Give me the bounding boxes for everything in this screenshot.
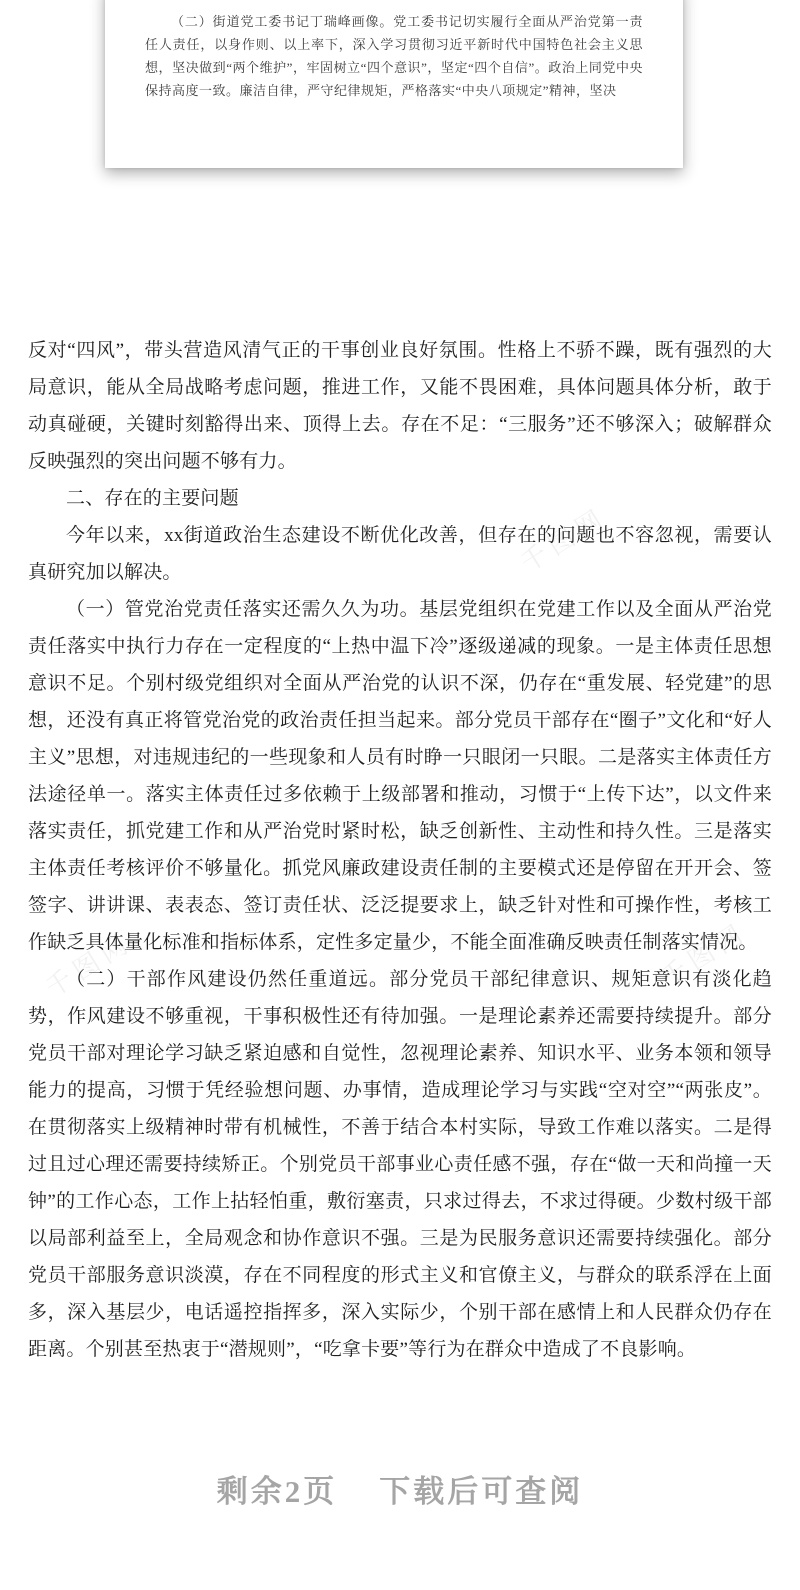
download-hint-label: 下载后可查阅 — [379, 1474, 584, 1509]
page1-preview-sheet — [105, 0, 683, 168]
paragraph-continuation: 反对“四风”，带头营造风清气正的干事创业良好氛围。性格上不骄不躁，既有强烈的大局意识，能从全局战略考虑问题，推进工作，又能不畏困难，具体问题具体分析，敢于动真碰硬，关键时刻豁得出来、顶得上去。存在不足：“三服务”还不够深入；破解群众反映强烈的突出问题不够有力。 — [28, 340, 772, 472]
page2-document-body — [28, 332, 772, 1368]
page1-preview-text: （二）街道党工委书记丁瑞峰画像。党工委书记切实履行全面从严治党第一责任人责任，以身作则、以上率下，深入学习贯彻习近平新时代中国特色社会主义思想，坚决做到“两个维护”，牢固树立“四个意识”，坚定“四个自信”。政治上同党中央保持高度一致。廉洁自律，严守纪律规矩，严格落实“中央八项规定”精神，坚决 — [145, 14, 643, 98]
paragraph-intro: 今年以来，xx街道政治生态建设不断优化改善，但存在的问题也不容忽视，需要认真研究加以解决。 — [28, 525, 772, 583]
paragraph-problem-2: （二）干部作风建设仍然任重道远。部分党员干部纪律意识、规矩意识有淡化趋势，作风建设不够重视，干事积极性还有待加强。一是理论素养还需要持续提升。部分党员干部对理论学习缺乏紧迫感和自觉性，忽视理论素养、知识水平、业务本领和领导能力的提高，习惯于凭经验想问题、办事情，造成理论学习与实践“空对空”“两张皮”。在贯彻落实上级精神时带有机械性，不善于结合本村实际，导致工作难以落实。二是得过且过心理还需要持续矫正。个别党员干部事业心责任感不强，存在“做一天和尚撞一天钟”的工作心态，工作上拈轻怕重，敷衍塞责，只求过得去，不求过得硬。少数村级干部以局部利益至上，全局观念和协作意识不强。三是为民服务意识还需要持续强化。部分党员干部服务意识淡漠，存在不同程度的形式主义和官僚主义，与群众的联系浮在上面多，深入基层少，电话遥控指挥多，深入实际少，个别干部在感情上和人民群众仍存在距离。个别甚至热衷于“潜规则”，“吃拿卡要”等行为在群众中造成了不良影响。 — [28, 969, 772, 1360]
watermark: 千图网 — [40, 926, 138, 1003]
remaining-pages-banner — [0, 1466, 800, 1511]
remaining-pages-label: 剩余2页 — [216, 1474, 338, 1509]
watermark: 千图网 — [655, 916, 753, 993]
paragraph-problem-1: （一）管党治党责任落实还需久久为功。基层党组织在党建工作以及全面从严治党责任落实中执行力存在一定程度的“上热中温下冷”逐级递减的现象。一是主体责任思想意识不足。个别村级党组织对全面从严治党的认识不深，仍存在“重发展、轻党建”的思想，还没有真正将管党治党的政治责任担当起来。部分党员干部存在“圈子”文化和“好人主义”思想，对违规违纪的一些现象和人员有时睁一只眼闭一只眼。二是落实主体责任方法途径单一。落实主体责任过多依赖于上级部署和推动，习惯于“上传下达”，以文件来落实责任，抓党建工作和从严治党时紧时松，缺乏创新性、主动性和持久性。三是落实主体责任考核评价不够量化。抓党风廉政建设责任制的主要模式还是停留在开开会、签签字、讲讲课、表表态、签订责任状、泛泛提要求上，缺乏针对性和可操作性，考核工作缺乏具体量化标准和指标体系，定性多定量少，不能全面准确反映责任制落实情况。 — [28, 599, 772, 953]
watermark: 千图网 — [515, 501, 613, 578]
section-heading-problems: 二、存在的主要问题 — [66, 488, 239, 509]
